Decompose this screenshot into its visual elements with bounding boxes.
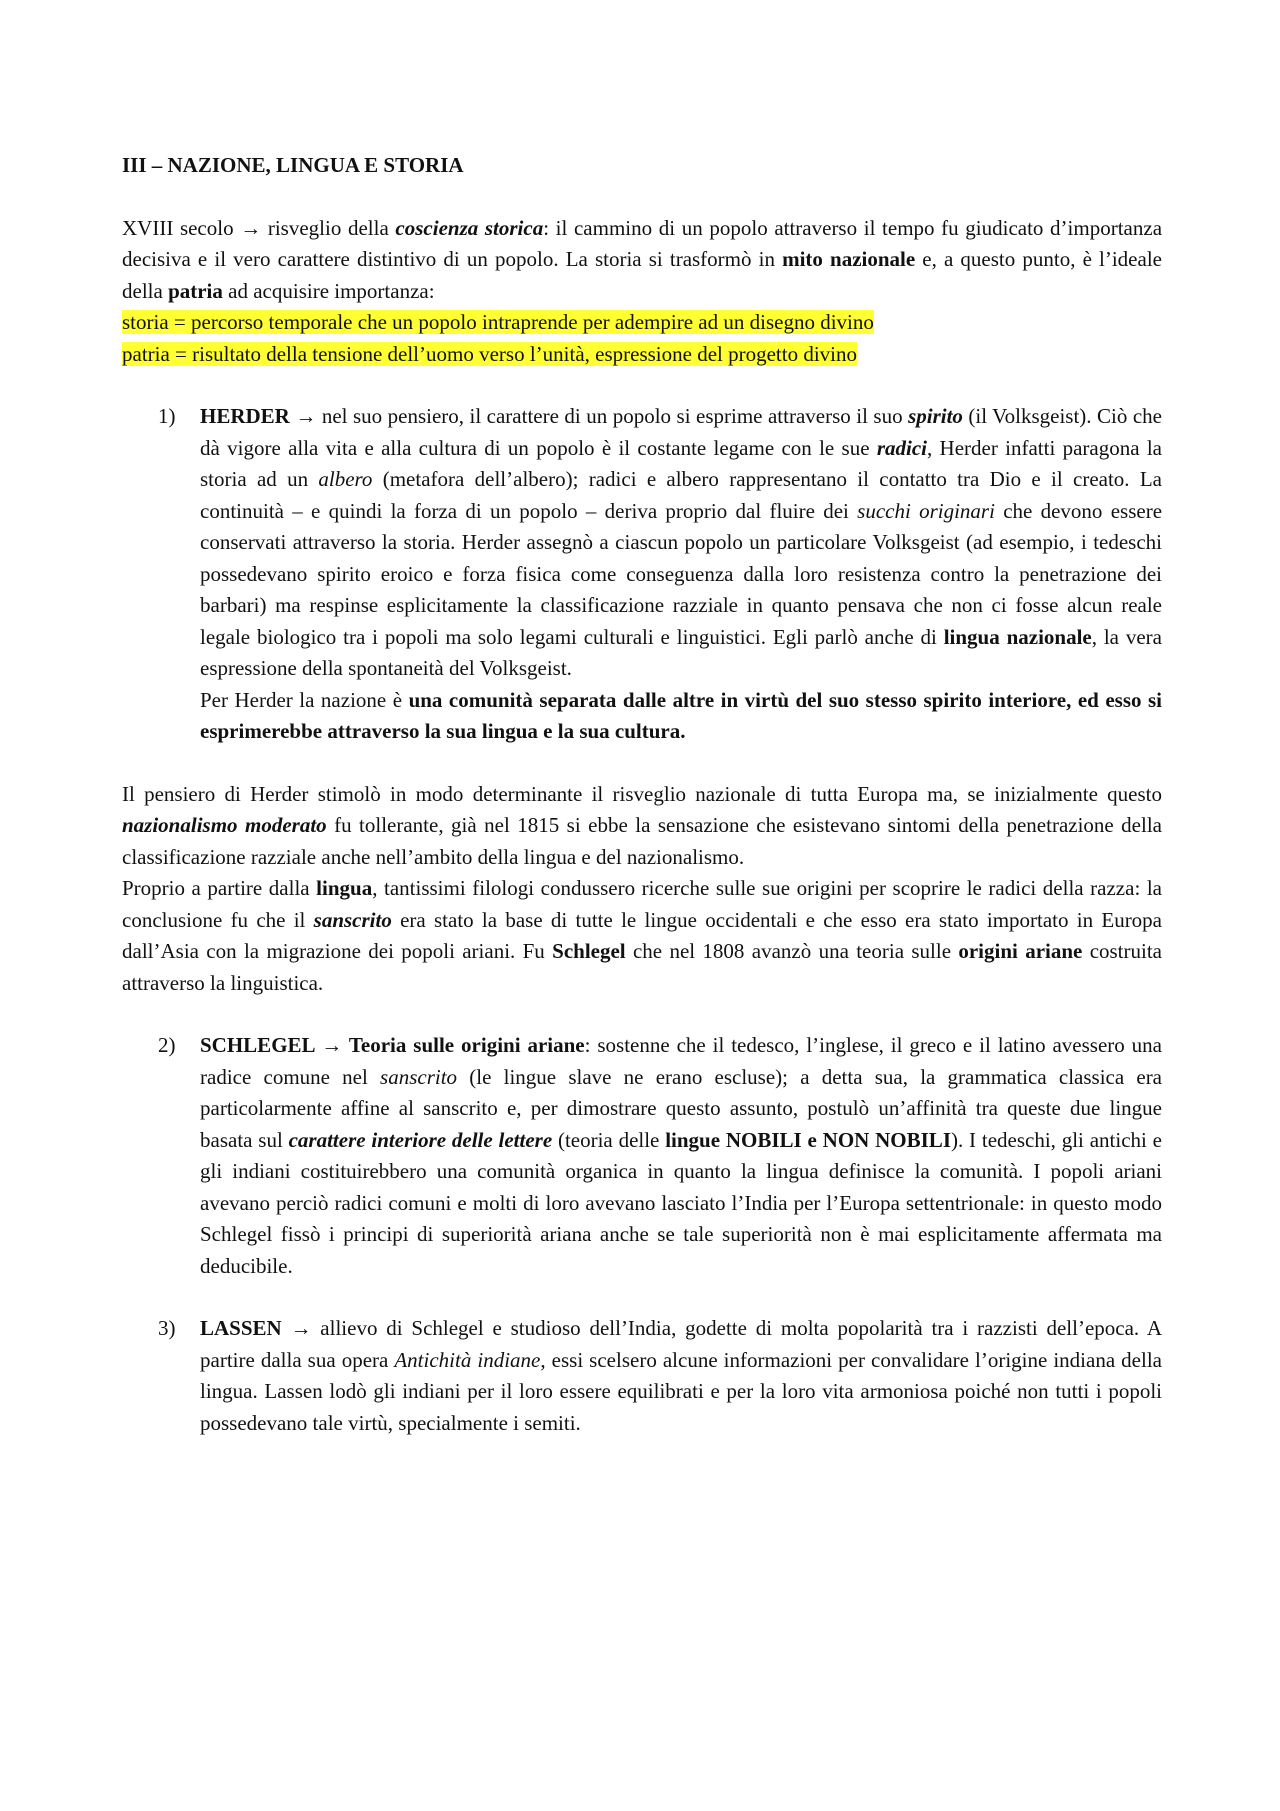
herder-conclusion: Per Herder la nazione è una comunità separata dalle altre in virtù del suo stesso spirito interiore, ed esso si esprimerebbe attraverso la sua lingua e la sua cultura. [200, 687, 1163, 743]
highlight-line-patria: patria = risultato della tensione dell’uomo verso l’unità, espressione del progetto divino [122, 341, 857, 366]
highlight-line-storia: storia = percorso temporale che un popolo intraprende per adempire ad un disegno divino [122, 310, 874, 334]
document-page [122, 150, 1162, 1439]
list-number: 2) [158, 1033, 176, 1057]
paragraph-lingua: Proprio a partire dalla lingua, tantissimi filologi condussero ricerche sulle sue origini per scoprire le radici della razza: la conclusione fu che il sanscrito era stato la base di tutte le lingue occidentali e che esso era stato importato in Europa dall’Asia con la migrazione dei popoli ariani. Fu Schlegel che nel 1808 avanzò una teoria sulle origini ariane costruita attraverso la linguistica. [122, 876, 1163, 995]
list-lassen [122, 1313, 1162, 1439]
list-item-schlegel: 2) SCHLEGEL → Teoria sulle origini ariane: sostenne che il tedesco, l’inglese, il greco e il latino avessero una radice comune nel sanscrito (le lingue slave ne erano escluse); a detta sua, la grammatica classica era particolarmente affine al sanscrito e, per dimostrare questo assunto, postulò un’affinità tra queste due lingue basata sul carattere interiore delle lettere (teoria delle lingue NOBILI e NON NOBILI). I tedeschi, gli antichi e gli indiani costituirebbero una comunità organica in quanto la lingua definisce la comunità. I popoli ariani avevano perciò radici comuni e molti di loro avevano lasciato l’India per l’Europa settentrionale: in questo modo Schlegel fissò i principi di superiorità ariana anche se tale superiorità non è mai esplicitamente affermata ma deducibile. [122, 1030, 1162, 1282]
paragraph-herder-influence: Il pensiero di Herder stimolò in modo determinante il risveglio nazionale di tutta Europa ma, se inizialmente questo nazionalismo moderato fu tollerante, già nel 1815 si ebbe la sensazione che esistevano sintomi della penetrazione della classificazione razziale anche nell’ambito della lingua e del nazionalismo. [122, 781, 1162, 869]
list-item-herder: 1) HERDER → nel suo pensiero, il carattere di un popolo si esprime attraverso il suo spirito (il Volksgeist). Ciò che dà vigore alla vita e alla cultura di un popolo è il costante legame con le sue radici, Herder infatti paragona la storia ad un albero (metafora dell’albero); radici e albero rappresentano il contatto tra Dio e il creato. La continuità – e quindi la forza di un popolo – deriva proprio dal fluire dei succhi originari che devono essere conservati attraverso la storia. Herder assegnò a ciascun popolo un particolare Volksgeist (ad esempio, i tedeschi possedevano spirito eroico e forza fisica come conseguenza dalla loro resistenza contro la penetrazione dei barbari) ma respinse esplicitamente la classificazione razziale in quanto pensava che non ci fosse alcun reale legale biologico tra i popoli ma solo legami culturali e linguistici. Egli parlò anche di lingua nazionale, la vera espressione della spontaneità del Volksgeist. Per Herder la nazione è una comunità separata dalle altre in virtù del suo stesso spirito interiore, ed esso si esprimerebbe attraverso la sua lingua e la sua cultura. [122, 401, 1162, 748]
list-number: 3) [158, 1316, 176, 1340]
section-heading: III – NAZIONE, LINGUA E STORIA [122, 153, 464, 177]
list-herder [122, 401, 1162, 748]
list-item-lassen: 3) LASSEN → allievo di Schlegel e studioso dell’India, godette di molta popolarità tra i razzisti dell’epoca. A partire dalla sua opera Antichità indiane, essi scelsero alcune informazioni per convalidare l’origine indiana della lingua. Lassen lodò gli indiani per il loro essere equilibrati e per la loro vita armoniosa poiché non tutti i popoli possedevano tale virtù, specialmente i semiti. [122, 1313, 1162, 1439]
list-schlegel [122, 1030, 1162, 1282]
list-number: 1) [158, 404, 176, 428]
intro-paragraph: XVIII secolo → risveglio della coscienza storica: il cammino di un popolo attraverso il tempo fu giudicato d’importanza decisiva e il vero carattere distintivo di un popolo. La storia si trasformò in mito nazionale e, a questo punto, è l’ideale della patria ad acquisire importanza: [122, 215, 1163, 303]
